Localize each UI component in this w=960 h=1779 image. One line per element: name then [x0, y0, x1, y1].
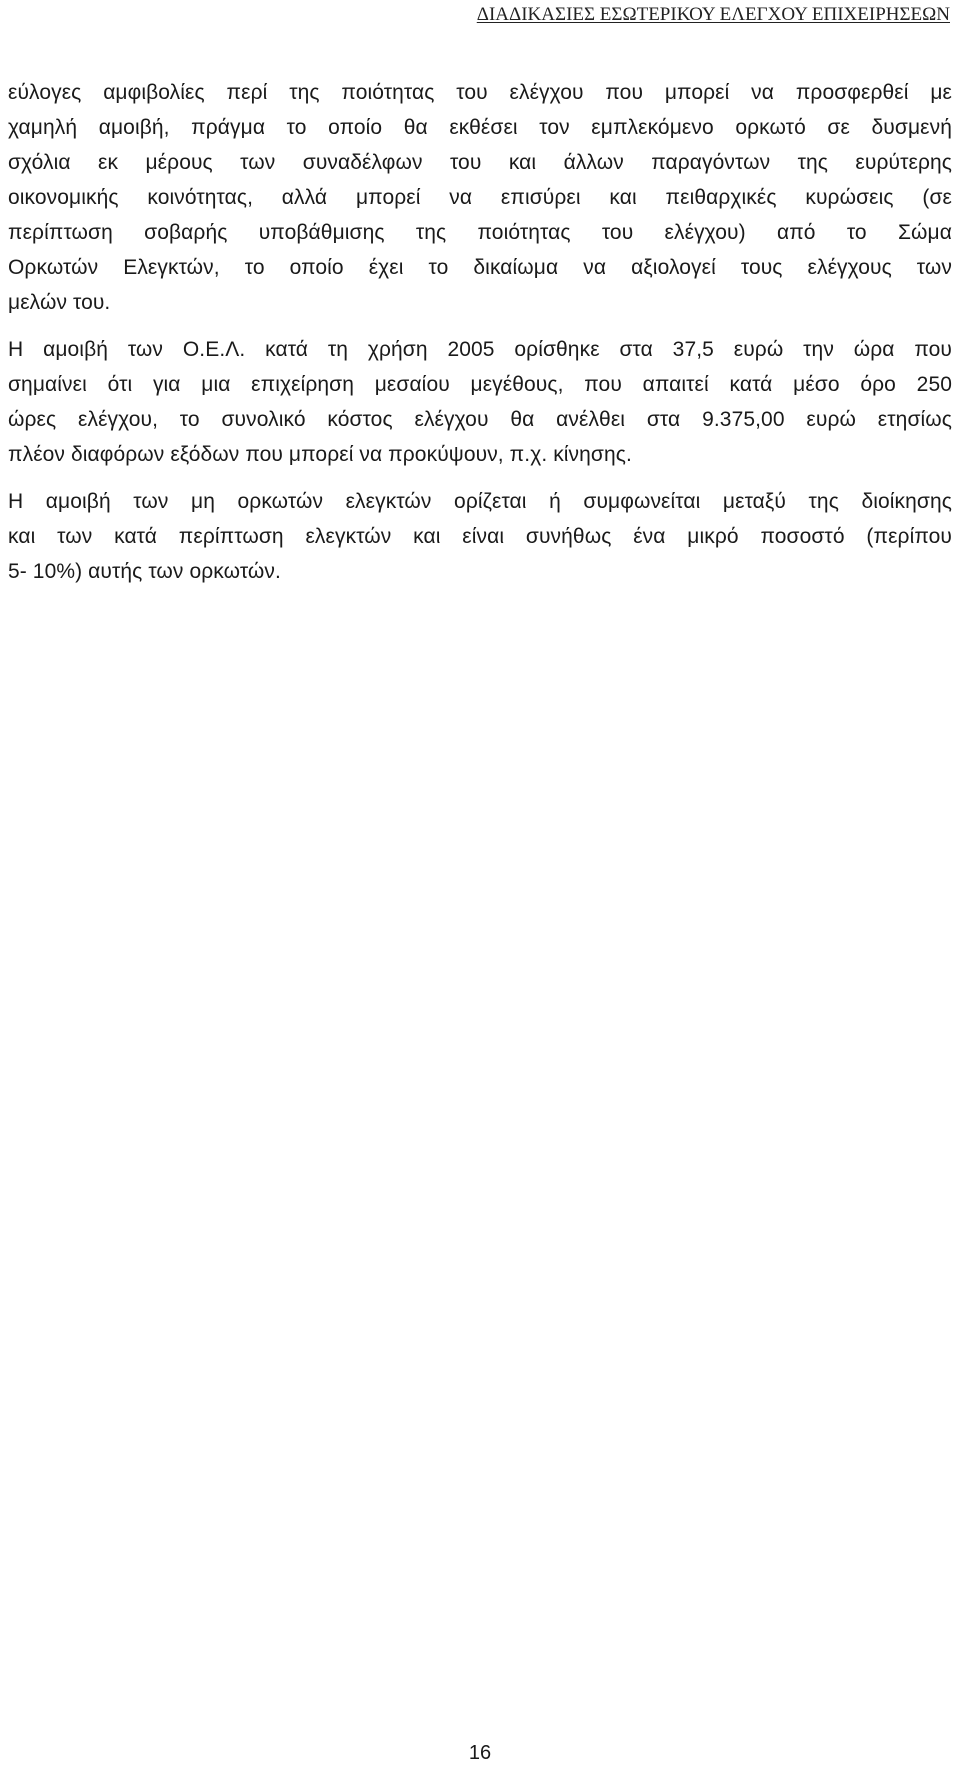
text-line: 5- 10%) αυτής των ορκωτών. [8, 560, 281, 583]
text-line: πλέον διαφόρων εξόδων που μπορεί να προκύψουν, π.χ. κίνησης. [8, 443, 632, 466]
paragraph-3 [8, 484, 952, 589]
paragraph-2 [8, 332, 952, 472]
text-line: Η αμοιβή των Ο.Ε.Λ. κατά τη χρήση 2005 ορίσθηκε στα 37,5 ευρώ την ώρα που [8, 338, 952, 361]
page-number: 16 [468, 1742, 492, 1764]
text-line: Η αμοιβή των μη ορκωτών ελεγκτών ορίζεται ή συμφωνείται μεταξύ της διοίκησης [8, 490, 952, 513]
text-line: σχόλια εκ μέρους των συναδέλφων του και άλλων παραγόντων της ευρύτερης [8, 151, 952, 174]
text-line: σημαίνει ότι για μια επιχείρηση μεσαίου μεγέθους, που απαιτεί κατά μέσο όρο 250 [8, 373, 952, 396]
text-line: οικονομικής κοινότητας, αλλά μπορεί να επισύρει και πειθαρχικές κυρώσεις (σε [8, 186, 952, 209]
text-line: Ορκωτών Ελεγκτών, το οποίο έχει το δικαίωμα να αξιολογεί τους ελέγχους των [8, 256, 952, 279]
text-line: εύλογες αμφιβολίες περί της ποιότητας του ελέγχου που μπορεί να προσφερθεί με [8, 81, 952, 104]
paragraph-1 [8, 75, 952, 320]
text-line: ώρες ελέγχου, το συνολικό κόστος ελέγχου θα ανέλθει στα 9.375,00 ευρώ ετησίως [8, 408, 952, 431]
body-text [8, 75, 952, 589]
text-line: μελών του. [8, 291, 111, 314]
text-line: χαμηλή αμοιβή, πράγμα το οποίο θα εκθέσει τον εμπλεκόμενο ορκωτό σε δυσμενή [8, 116, 952, 139]
running-header: ΔΙΑΔΙΚΑΣΙΕΣ ΕΣΩΤΕΡΙΚΟΥ ΕΛΕΓΧΟΥ ΕΠΙΧΕΙΡΗΣΕΩΝ [476, 4, 950, 25]
text-line: περίπτωση σοβαρής υποβάθμισης της ποιότητας του ελέγχου) από το Σώμα [8, 221, 952, 244]
text-line: και των κατά περίπτωση ελεγκτών και είναι συνήθως ένα μικρό ποσοστό (περίπου [8, 525, 952, 548]
